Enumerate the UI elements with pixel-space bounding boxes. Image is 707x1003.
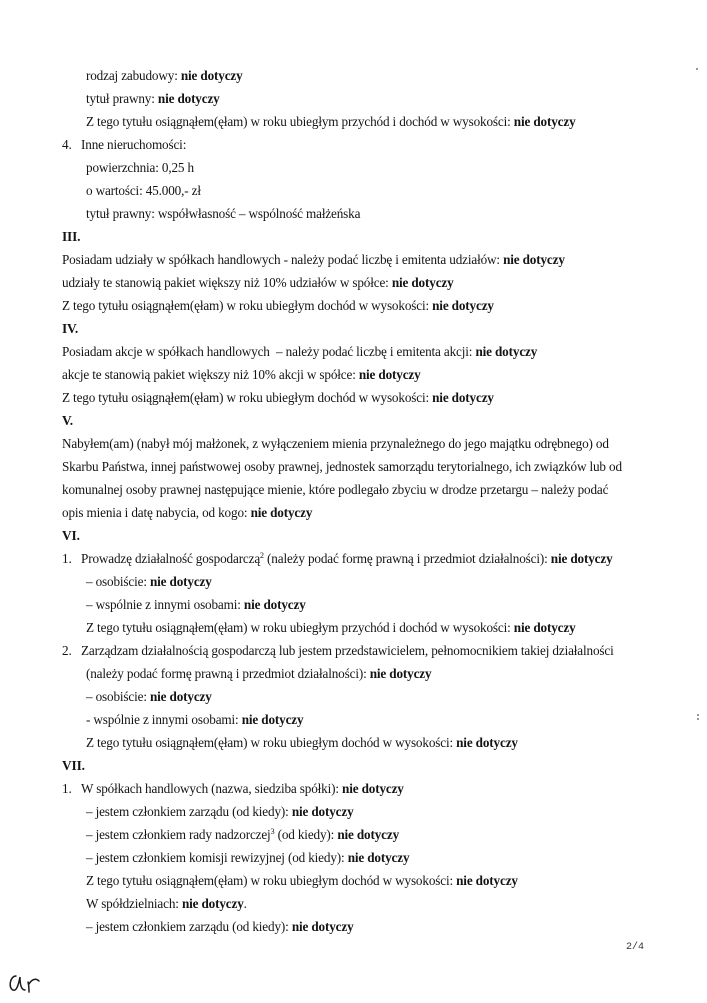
scan-speck [696, 68, 698, 70]
text-line [86, 160, 194, 176]
text-line [86, 689, 212, 705]
text-line [86, 735, 518, 751]
line-text: tytuł prawny: [86, 91, 158, 106]
answer-value: nie dotyczy [149, 574, 212, 589]
text-line [62, 505, 312, 521]
answer-value: nie dotyczy [432, 390, 494, 405]
answer-value: nie dotyczy [342, 781, 404, 796]
answer-value: nie dotyczy [475, 344, 538, 359]
line-text: akcje te stanowią pakiet większy niż 10% akcji w spółce: [62, 367, 359, 382]
line-text: opis mienia i datę nabycia, od kogo: [62, 505, 251, 520]
answer-value: nie dotyczy [513, 114, 576, 129]
text-line [62, 390, 494, 406]
answer-value: nie dotyczy [180, 68, 243, 83]
text-line [62, 298, 494, 314]
text-line [86, 873, 518, 889]
line-text: Nabyłem(am) (nabył mój małżonek, z wyłączeniem mienia przynależnego do jego majątku odrębnego) od [62, 436, 609, 451]
line-text: W spółdzielniach: [86, 896, 182, 911]
line-text: – jestem członkiem komisji rewizyjnej (od kiedy): [86, 850, 348, 865]
answer-value: nie dotyczy [181, 896, 244, 911]
line-text: 4. Inne nieruchomości: [62, 137, 187, 152]
line-text: Z tego tytułu osiągnąłem(ęłam) w roku ubiegłym dochód w wysokości: [62, 390, 433, 405]
answer-value: nie dotyczy [250, 505, 313, 520]
answer-value: nie dotyczy [337, 827, 400, 842]
text-line [86, 896, 247, 912]
line-text: Z tego tytułu osiągnąłem(ęłam) w roku ubiegłym dochód w wysokości: [86, 873, 457, 888]
line-text: Z tego tytułu osiągnąłem(ęłam) w roku ubiegłym przychód i dochód w wysokości: [86, 114, 514, 129]
line-text: Z tego tytułu osiągnąłem(ęłam) w roku ubiegłym przychód i dochód w wysokości: [86, 620, 514, 635]
text-line [62, 482, 608, 498]
answer-value: nie dotyczy [358, 367, 421, 382]
answer-value: nie dotyczy [432, 298, 494, 313]
section-heading: V. [62, 413, 73, 428]
line-text: 1. Prowadzę działalność gospodarczą [62, 551, 261, 566]
answer-value: nie dotyczy [291, 919, 354, 934]
answer-value: nie dotyczy [243, 597, 306, 612]
line-text: Posiadam udziały w spółkach handlowych - należy podać liczbę i emitenta udziałów: [62, 252, 504, 267]
line-text: – wspólnie z innymi osobami: [86, 597, 244, 612]
answer-value: nie dotyczy [503, 252, 565, 267]
text-line [86, 597, 306, 613]
text-line [62, 643, 614, 659]
line-text: (od kiedy): [274, 827, 338, 842]
line-text: Z tego tytułu osiągnąłem(ęłam) w roku ubiegłym dochód w wysokości: [86, 735, 457, 750]
line-text: – osobiście: [86, 574, 150, 589]
text-line [62, 459, 622, 475]
answer-value: nie dotyczy [391, 275, 454, 290]
line-text: – jestem członkiem zarządu (od kiedy): [86, 919, 292, 934]
text-line [86, 804, 354, 820]
footnote-ref: 2 [260, 551, 264, 560]
line-text: . [243, 896, 247, 911]
section-heading: IV. [62, 321, 79, 336]
line-text: (należy podać formę prawną i przedmiot działalności): [263, 551, 551, 566]
text-line [86, 919, 354, 935]
line-text: udziały te stanowią pakiet większy niż 10% udziałów w spółce: [62, 275, 392, 290]
answer-value: nie dotyczy [149, 689, 212, 704]
line-text: Z tego tytułu osiągnąłem(ęłam) w roku ubiegłym dochód w wysokości: [62, 298, 433, 313]
answer-value: nie dotyczy [241, 712, 304, 727]
line-text: (należy podać formę prawną i przedmiot działalności): [86, 666, 370, 681]
line-text: komunalnej osoby prawnej następujące mienie, które podlegało zbyciu w drodze przetargu – należy podać [62, 482, 609, 497]
page-number: 2/4 [626, 942, 645, 953]
line-text: 1. W spółkach handlowych (nazwa, siedziba spółki): [62, 781, 343, 796]
text-line [86, 68, 243, 84]
text-line [62, 367, 421, 383]
scan-speck [697, 718, 699, 720]
line-text: 2. Zarządzam działalnością gospodarczą lub jestem przedstawicielem, pełnomocnikiem takiej działalności [62, 643, 614, 658]
text-line [62, 137, 186, 153]
answer-value: nie dotyczy [347, 850, 410, 865]
text-line [86, 827, 399, 843]
answer-value: nie dotyczy [456, 735, 518, 750]
text-line [86, 91, 220, 107]
section-heading: III. [62, 229, 81, 244]
line-text: Posiadam akcje w spółkach handlowych – należy podać liczbę i emitenta akcji: [62, 344, 476, 359]
answer-value: nie dotyczy [550, 551, 613, 566]
answer-value: nie dotyczy [369, 666, 432, 681]
line-text: rodzaj zabudowy: [86, 68, 181, 83]
text-line [86, 666, 431, 682]
answer-value: nie dotyczy [291, 804, 354, 819]
footnote-ref: 3 [270, 827, 275, 836]
text-line [62, 252, 565, 268]
answer-value: nie dotyczy [456, 873, 518, 888]
text-line [86, 114, 576, 130]
line-text: – jestem członkiem zarządu (od kiedy): [86, 804, 292, 819]
section-heading: VI. [62, 528, 80, 543]
line-text: Skarbu Państwa, innej państwowej osoby prawnej, jednostek samorządu terytorialnego, ich związków lub od [62, 459, 622, 474]
text-line [62, 344, 537, 360]
line-text: o wartości: 45.000,- zł [86, 183, 201, 198]
line-text: powierzchnia: 0,25 h [86, 160, 194, 175]
answer-value: nie dotyczy [513, 620, 576, 635]
text-line [62, 436, 609, 452]
text-line [86, 183, 201, 199]
section-heading: VII. [62, 758, 85, 773]
scan-speck [697, 714, 699, 716]
line-text: – osobiście: [86, 689, 150, 704]
line-text: tytuł prawny: współwłasność – wspólność małżeńska [86, 206, 361, 221]
answer-value: nie dotyczy [157, 91, 220, 106]
line-text: - wspólnie z innymi osobami: [86, 712, 242, 727]
handwritten-initials [6, 968, 48, 1003]
text-line [86, 620, 576, 636]
line-text: – jestem członkiem rady nadzorczej [86, 827, 271, 842]
text-line [86, 206, 360, 222]
text-line [62, 551, 613, 567]
text-line [62, 275, 454, 291]
text-line [62, 781, 404, 797]
text-line [86, 850, 409, 866]
text-line [86, 712, 303, 728]
text-line [86, 574, 212, 590]
